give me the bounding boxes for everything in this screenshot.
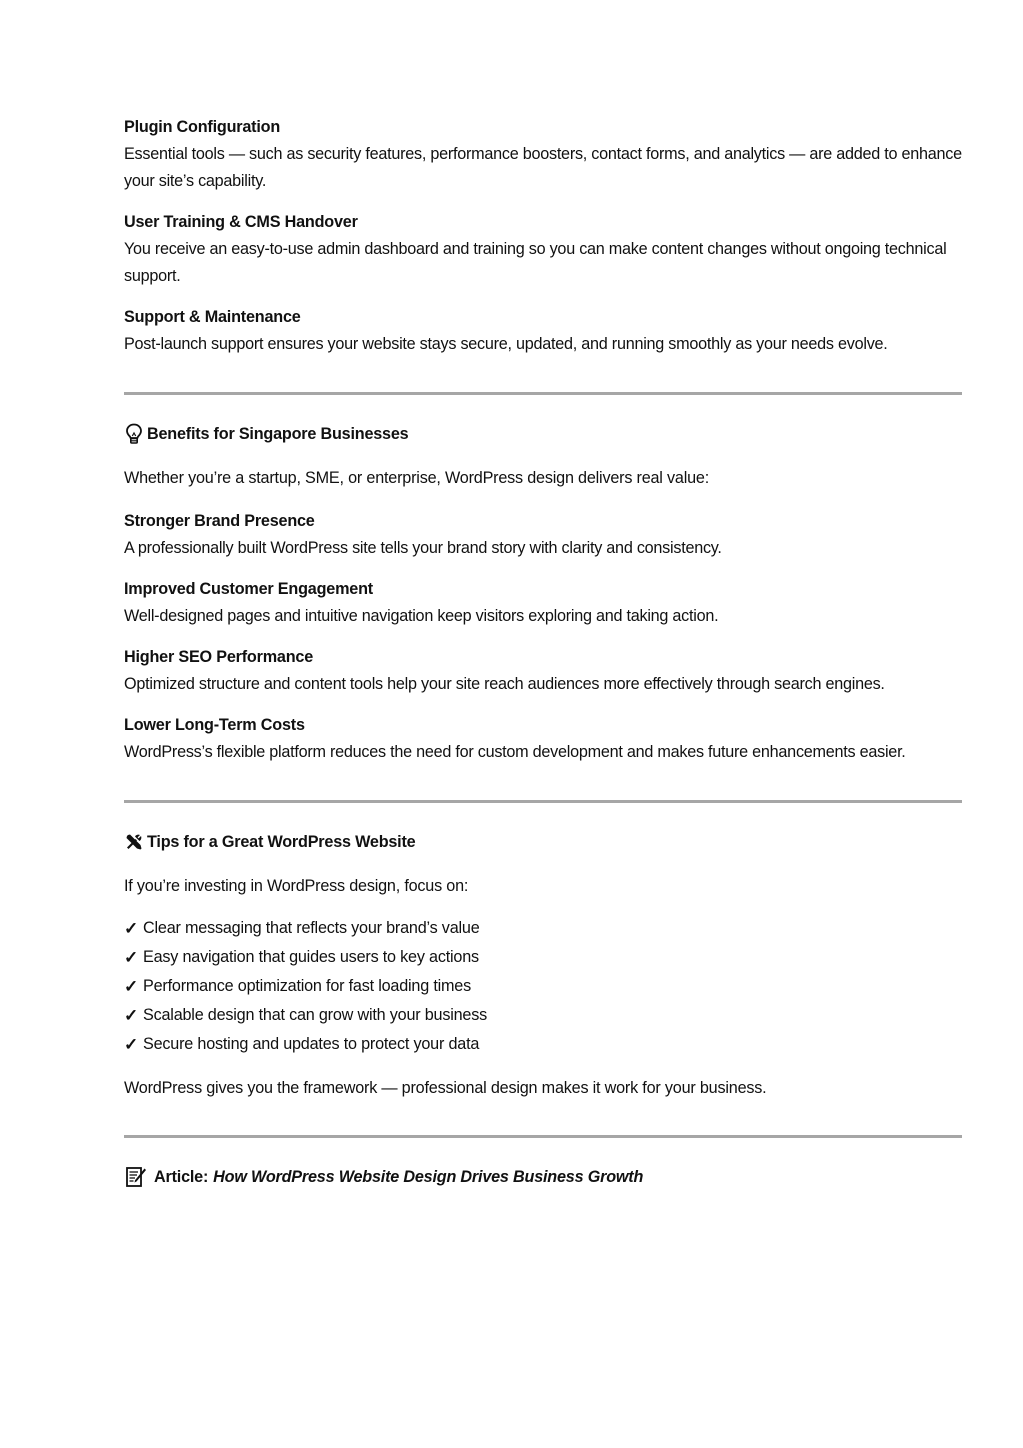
section-divider xyxy=(124,800,962,803)
tips-checklist xyxy=(124,914,962,1059)
step-description: Essential tools — such as security features, performance boosters, contact forms, and analytics — are added to enhance your site’s capability. xyxy=(124,145,962,190)
article-heading xyxy=(124,1166,962,1188)
process-steps xyxy=(124,116,962,358)
memo-icon xyxy=(124,1166,148,1188)
tips-intro: If you’re investing in WordPress design, focus on: xyxy=(124,877,469,895)
benefit-title: Lower Long-Term Costs xyxy=(124,716,305,734)
process-step xyxy=(124,116,962,195)
checklist-item xyxy=(124,943,962,972)
tools-icon xyxy=(124,831,144,853)
lightbulb-icon xyxy=(124,423,144,445)
checkmark-icon: ✓ xyxy=(124,977,139,996)
step-description: Post-launch support ensures your website stays secure, updated, and running smoothly as your needs evolve. xyxy=(124,335,888,353)
checkmark-icon: ✓ xyxy=(124,1035,139,1054)
section-divider xyxy=(124,1135,962,1138)
process-step xyxy=(124,306,962,358)
step-title: User Training & CMS Handover xyxy=(124,213,358,231)
benefit-description: Well-designed pages and intuitive navigation keep visitors exploring and taking action. xyxy=(124,607,719,625)
benefit-description: Optimized structure and content tools help your site reach audiences more effectively through search engines. xyxy=(124,675,885,693)
benefit-description: A professionally built WordPress site tells your brand story with clarity and consistency. xyxy=(124,539,722,557)
checklist-item xyxy=(124,1001,962,1030)
benefit-item xyxy=(124,714,962,766)
benefits-section xyxy=(124,423,962,766)
benefit-item xyxy=(124,646,962,698)
checklist-item-text: Scalable design that can grow with your business xyxy=(143,1006,488,1024)
benefits-heading xyxy=(124,423,962,445)
step-title: Support & Maintenance xyxy=(124,308,301,326)
tips-heading-text: Tips for a Great WordPress Website xyxy=(147,833,416,851)
checkmark-icon: ✓ xyxy=(124,1006,139,1025)
tips-section xyxy=(124,831,962,1099)
checklist-item-text: Clear messaging that reflects your brand’s value xyxy=(143,919,480,937)
section-divider xyxy=(124,392,962,395)
article-title[interactable]: How WordPress Website Design Drives Business Growth xyxy=(213,1168,644,1186)
checklist-item-text: Secure hosting and updates to protect your data xyxy=(143,1035,480,1053)
benefits-list xyxy=(124,510,962,766)
checklist-item-text: Performance optimization for fast loading times xyxy=(143,977,471,995)
benefits-heading-text: Benefits for Singapore Businesses xyxy=(147,425,409,443)
benefits-intro: Whether you’re a startup, SME, or enterprise, WordPress design delivers real value: xyxy=(124,469,710,487)
checkmark-icon: ✓ xyxy=(124,919,139,938)
benefit-item xyxy=(124,578,962,630)
tips-closing: WordPress gives you the framework — professional design makes it work for your business. xyxy=(124,1079,767,1097)
checklist-item xyxy=(124,1030,962,1059)
tips-heading xyxy=(124,831,962,853)
benefit-title: Improved Customer Engagement xyxy=(124,580,373,598)
article-label: Article: xyxy=(154,1168,209,1186)
benefit-description: WordPress’s flexible platform reduces the need for custom development and makes future enhancements easier. xyxy=(124,743,906,761)
checklist-item xyxy=(124,914,962,943)
process-step xyxy=(124,211,962,290)
benefit-title: Higher SEO Performance xyxy=(124,648,314,666)
document-page xyxy=(124,116,962,1188)
benefit-item xyxy=(124,510,962,562)
step-title: Plugin Configuration xyxy=(124,118,281,136)
step-description: You receive an easy-to-use admin dashboard and training so you can make content changes without ongoing technical support. xyxy=(124,240,947,285)
checklist-item xyxy=(124,972,962,1001)
checkmark-icon: ✓ xyxy=(124,948,139,967)
checklist-item-text: Easy navigation that guides users to key actions xyxy=(143,948,479,966)
benefit-title: Stronger Brand Presence xyxy=(124,512,315,530)
